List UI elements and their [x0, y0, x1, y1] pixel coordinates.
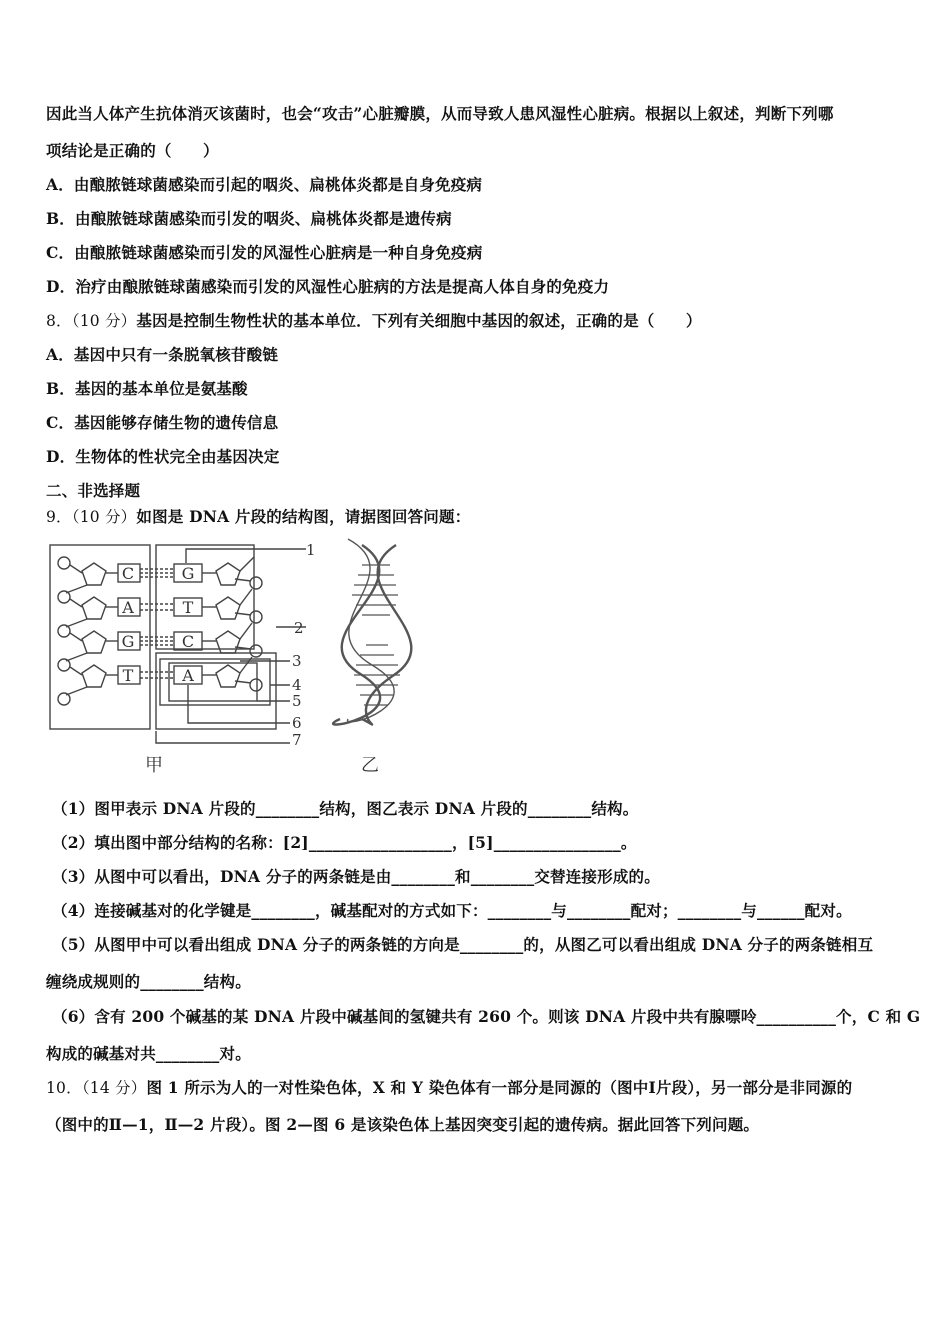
caption-yi: 乙 [361, 755, 379, 776]
q7-option-d: D．治疗由酿脓链球菌感染而引发的风湿性心脏病的方法是提高人体自身的免疫力 [46, 277, 610, 296]
section-heading: 二、非选择题 [46, 481, 141, 500]
right-base-3: C [181, 632, 195, 651]
q7-option-a: A．由酿脓链球菌感染而引起的咽炎、扁桃体炎都是自身免疫病 [46, 175, 483, 194]
left-base-1: C [121, 564, 135, 583]
q9-sub5-line1: （5）从图甲中可以看出组成 DNA 分子的两条链的方向是________的，从图乙可以看出组成 DNA 分子的两条链相互 [52, 935, 874, 954]
double-helix [333, 539, 411, 725]
right-bases [174, 564, 216, 684]
q8-text: 基因是控制生物性状的基本单位．下列有关细胞中基因的叙述，正确的是（ ） [136, 311, 702, 330]
q9-sub6-line2: 构成的碱基对共________对。 [46, 1044, 251, 1063]
q9-sub4: （4）连接碱基对的化学键是________，碱基配对的方式如下：________与________配对；________与______配对。 [52, 901, 852, 920]
leader-lines [156, 549, 306, 743]
right-backbone [216, 557, 262, 691]
q7-stem-line2: 项结论是正确的（ ） [46, 141, 219, 160]
right-base-4: A [182, 666, 194, 685]
q9-text: 如图是 DNA 片段的结构图，请据图回答问题： [136, 507, 471, 526]
q9-number: 9．（10 分） [46, 508, 137, 526]
label-1: 1 [306, 541, 316, 559]
q8-number: 8．（10 分） [46, 312, 137, 330]
q9-sub6-line1: （6）含有 200 个碱基的某 DNA 片段中碱基间的氢键共有 260 个。则该 DNA 片段中共有腺嘌呤__________个，C 和 G [52, 1007, 921, 1026]
right-strand-box [156, 545, 254, 649]
q7-stem-line1: 因此当人体产生抗体消灭该菌时，也会“攻击”心脏瓣膜，从而导致人患风湿性心脏病。根据以上叙述，判断下列哪 [46, 104, 834, 123]
q8-option-b: B．基因的基本单位是氨基酸 [46, 379, 248, 398]
left-base-2: A [122, 598, 134, 617]
left-base-3: G [121, 632, 135, 651]
q9-stem [46, 505, 470, 527]
hydrogen-bonds [140, 569, 174, 678]
left-base-4: T [122, 666, 134, 685]
q10-text: 图 1 所示为人的一对性染色体，X 和 Y 染色体有一部分是同源的（图中Ⅰ片段），另一部分是非同源的 [146, 1078, 853, 1097]
q10-stem-line1 [46, 1076, 852, 1098]
right-base-1: G [181, 564, 195, 583]
q9-sub1: （1）图甲表示 DNA 片段的________结构，图乙表示 DNA 片段的________结构。 [52, 799, 639, 818]
label-3: 3 [292, 652, 302, 670]
q7-option-c: C．由酿脓链球菌感染而引发的风湿性心脏病是一种自身免疫病 [46, 243, 483, 262]
q8-option-d: D．生物体的性状完全由基因决定 [46, 447, 280, 466]
label-7: 7 [292, 731, 302, 749]
q9-sub3: （3）从图中可以看出，DNA 分子的两条链是由________和________交替连接形成的。 [52, 867, 660, 886]
dna-structure-figure [44, 535, 424, 780]
label-2: 2 [294, 619, 304, 637]
left-backbone [58, 557, 106, 705]
q10-number: 10．（14 分） [46, 1079, 147, 1097]
label-5: 5 [292, 692, 302, 710]
right-base-2: T [182, 598, 194, 617]
label-6: 6 [292, 714, 302, 732]
caption-jia: 甲 [145, 755, 163, 776]
q9-sub2: （2）填出图中部分结构的名称：[2]__________________，[5]________________。 [52, 833, 637, 852]
q10-stem-line2: （图中的Ⅱ—1，Ⅱ—2 片段）。图 2—图 6 是该染色体上基因突变引起的遗传病。据此回答下列问题。 [46, 1115, 760, 1134]
q8-option-a: A．基因中只有一条脱氧核苷酸链 [46, 345, 279, 364]
q9-sub5-line2: 缠绕成规则的________结构。 [46, 972, 251, 991]
label-4: 4 [292, 676, 302, 694]
q7-option-b: B．由酿脓链球菌感染而引发的咽炎、扁桃体炎都是遗传病 [46, 209, 452, 228]
q8-stem [46, 309, 702, 331]
q8-option-c: C．基因能够存储生物的遗传信息 [46, 413, 279, 432]
